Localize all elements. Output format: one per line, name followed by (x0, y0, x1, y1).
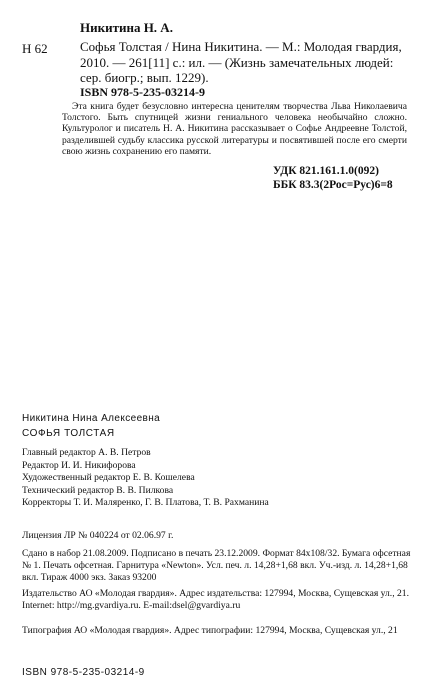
print-info: Сдано в набор 21.08.2009. Подписано в печать 23.12.2009. Формат 84х108/32. Бумага офсетная № 1. Печать офсетная. Гарнитура «Newton». Усл. печ. л. 14,28+1,68 вкл. Уч.-изд. л. 14,28+1,68 вкл. Тираж 4000 экз. Заказ 93200 (22, 548, 411, 583)
credit-chief-editor: Главный редактор А. В. Петров (22, 447, 151, 458)
annotation: Эта книга будет безусловно интересна ценителям творчества Льва Николаевича Толстого. Быть спутницей жизни гениального человека необычайно сложно. Культуролог и писатель Н. А. Никитина рассказывает о Софье Андреевне Толстой, разделившей судьбу классика русской литературы и посвятившей после его смерти свою жизнь сохранению его памяти. (62, 101, 407, 157)
isbn-catalog: ISBN 978-5-235-03214-9 (80, 85, 205, 99)
credits-list (22, 447, 269, 510)
imprint-title: СОФЬЯ ТОЛСТАЯ (22, 428, 115, 439)
printer-info: Типография АО «Молодая гвардия». Адрес типографии: 127994, Москва, Сущевская ул., 21 (22, 625, 398, 636)
credit-proofreaders: Корректоры Т. И. Маляренко, Г. В. Платова, Т. В. Рахманина (22, 497, 269, 509)
license-line: Лицензия ЛР № 040224 от 02.06.97 г. (22, 530, 174, 541)
imprint-author: Никитина Нина Алексеевна (22, 413, 161, 424)
credit-editor: Редактор И. И. Никифорова (22, 459, 136, 471)
credit-art-editor: Художественный редактор Е. В. Кошелева (22, 472, 195, 484)
bbk-code: ББК 83.3(2Рос=Рус)6=8 (273, 179, 393, 191)
classification-code: Н 62 (22, 41, 48, 56)
bibliographic-description: Софья Толстая / Нина Никитина. — М.: Молодая гвардия, 2010. — 261[11] с.: ил. — (Жизнь замечательных людей: сер. биогр.; вып. 1229). (80, 39, 402, 85)
publisher-info: Издательство АО «Молодая гвардия». Адрес издательства: 127994, Москва, Сущевская ул., 21. Internet: http://mg.gvardiya.ru. E-mail:dsel@gvardiya.ru (22, 588, 409, 611)
isbn-imprint: ISBN 978-5-235-03214-9 (22, 667, 145, 678)
author-heading: Никитина Н. А. (80, 20, 173, 35)
credit-tech-editor: Технический редактор В. В. Пилкова (22, 484, 174, 496)
udk-code: УДК 821.161.1.0(092) (273, 165, 379, 177)
